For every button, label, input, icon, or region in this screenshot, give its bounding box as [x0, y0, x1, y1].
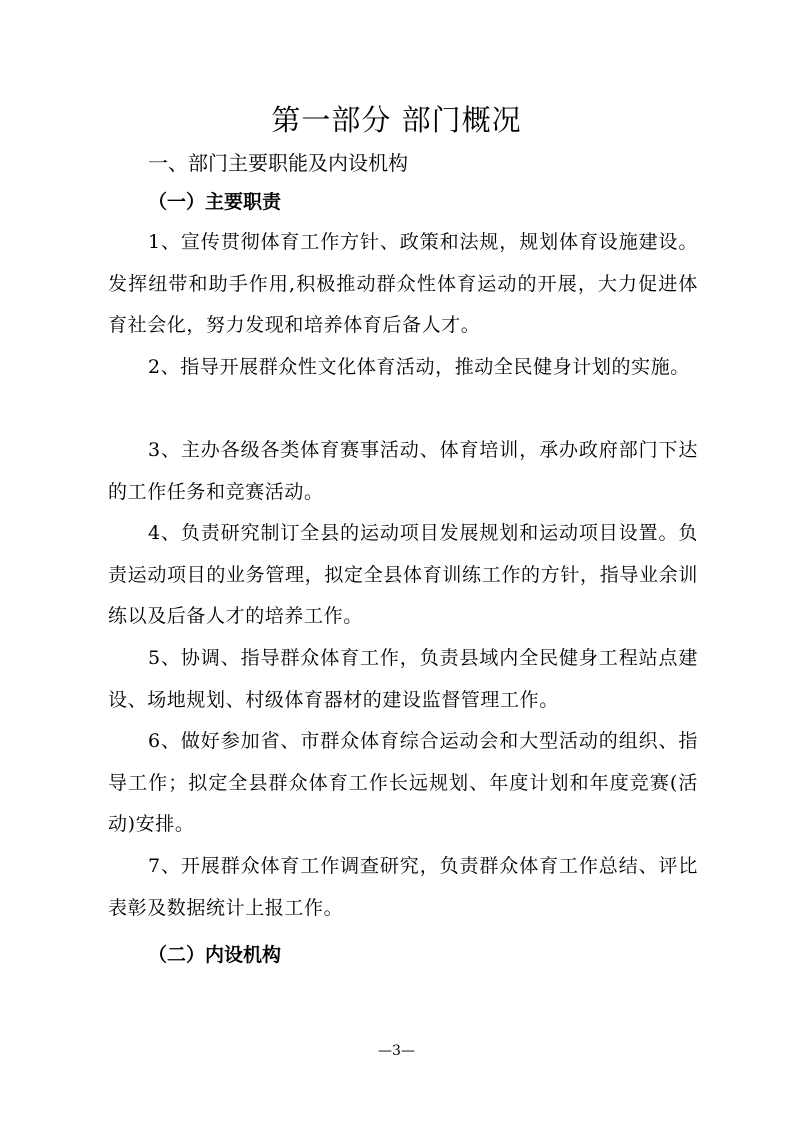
responsibility-item-6: 6、做好参加省、市群众体育综合运动会和大型活动的组织、指导工作；拟定全县群众体育工作长远规划、年度计划和年度竞赛(活动)安排。: [108, 730, 698, 835]
subsection-heading-internal-structure: （二）内设机构: [148, 944, 282, 966]
responsibility-item-3: 3、主办各级各类体育赛事活动、体育培训，承办政府部门下达的工作任务和竞赛活动。: [108, 439, 698, 503]
responsibility-item-5: 5、协调、指导群众体育工作，负责县域内全民健身工程站点建设、场地规划、村级体育器材的建设监督管理工作。: [108, 647, 698, 711]
responsibility-item-1: 1、宣传贯彻体育工作方针、政策和法规，规划体育设施建设。发挥纽带和助手作用,积极推动群众性体育运动的开展，大力促进体育社会化，努力发现和培养体育后备人才。: [108, 231, 698, 336]
page-title: 第一部分 部门概况: [271, 103, 522, 137]
responsibility-item-2: 2、指导开展群众性文化体育活动，推动全民健身计划的实施。: [148, 356, 690, 378]
section-heading-functions: 一、部门主要职能及内设机构: [148, 151, 408, 175]
responsibility-item-7: 7、开展群众体育工作调查研究，负责群众体育工作总结、评比表彰及数据统计上报工作。: [108, 855, 698, 919]
responsibility-item-4: 4、负责研究制订全县的运动项目发展规划和运动项目设置。负责运动项目的业务管理，拟定全县体育训练工作的方针，指导业余训练以及后备人才的培养工作。: [108, 522, 698, 627]
page-number: —3—: [378, 1043, 415, 1059]
subsection-heading-responsibilities: （一）主要职责: [148, 191, 282, 213]
